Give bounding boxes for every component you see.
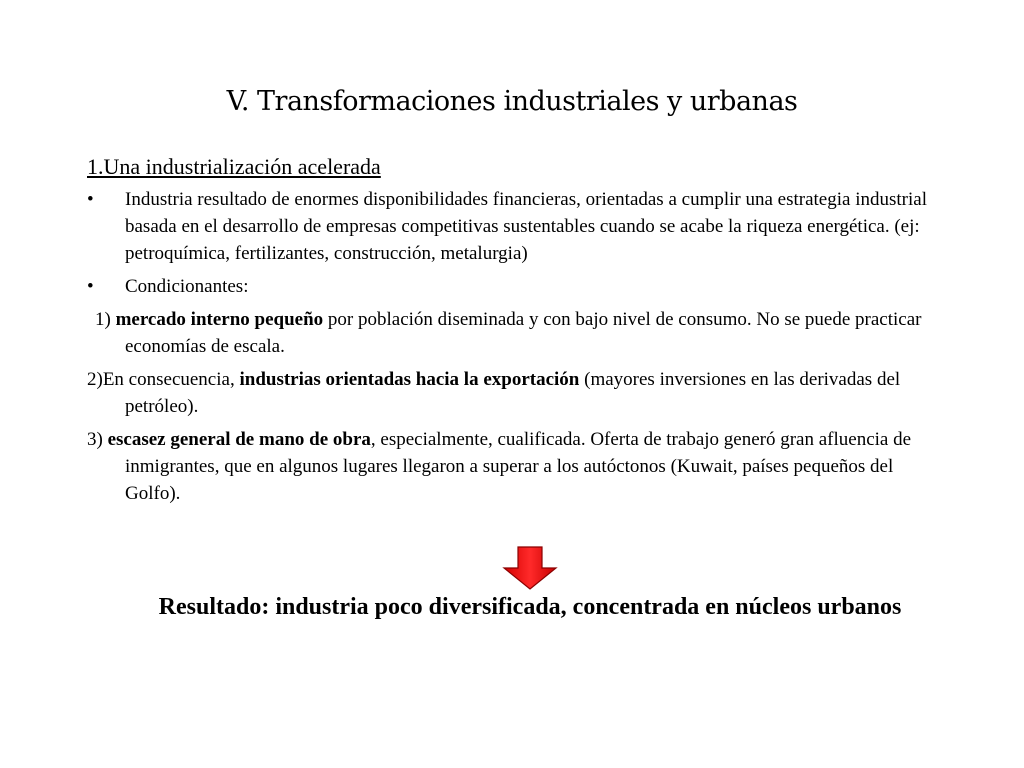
slide-title: V. Transformaciones industriales y urbanas [226, 86, 798, 117]
condition-item [87, 306, 947, 360]
condition-item [87, 426, 947, 507]
condition-keyword: mercado interno pequeño [115, 309, 324, 330]
bullet-item [87, 186, 947, 267]
condition-prefix: 1) [95, 309, 116, 330]
bullet-marker: • [87, 276, 94, 297]
condition-keyword: escasez general de mano de obra [107, 429, 371, 450]
condition-prefix: 3) [87, 429, 108, 450]
bullet-text: Condicionantes: [125, 276, 249, 297]
condition-text: por población diseminada y con bajo nivel de consumo. No se puede practicar economías de escala. [125, 309, 922, 357]
slide-body [87, 152, 947, 513]
condition-prefix: 2)En consecuencia, [87, 369, 240, 390]
bullet-marker: • [87, 189, 94, 210]
bullet-text: Industria resultado de enormes disponibilidades financieras, orientadas a cumplir una estrategia industrial basada en el desarrollo de empresas competitivas sustentables cuando se acabe la riqueza energética. (ej: petroquímica, fertilizantes, construcción, metalurgia) [125, 189, 927, 264]
bullet-item [87, 273, 947, 300]
condition-item [87, 366, 947, 420]
condition-keyword: industrias orientadas hacia la exportación [239, 369, 580, 390]
condition-text: , especialmente, cualificada. Oferta de trabajo generó gran afluencia de inmigrantes, que en algunos lugares llegaron a superar a los autóctonos (Kuwait, países pequeños del Golfo). [125, 429, 912, 504]
condition-text: (mayores inversiones en las derivadas del petróleo). [125, 369, 901, 417]
section-heading: 1.Una industrialización acelerada [87, 154, 381, 179]
result-text: Resultado: industria poco diversificada, concentrada en núcleos urbanos [158, 594, 902, 620]
down-arrow-icon [502, 546, 558, 590]
